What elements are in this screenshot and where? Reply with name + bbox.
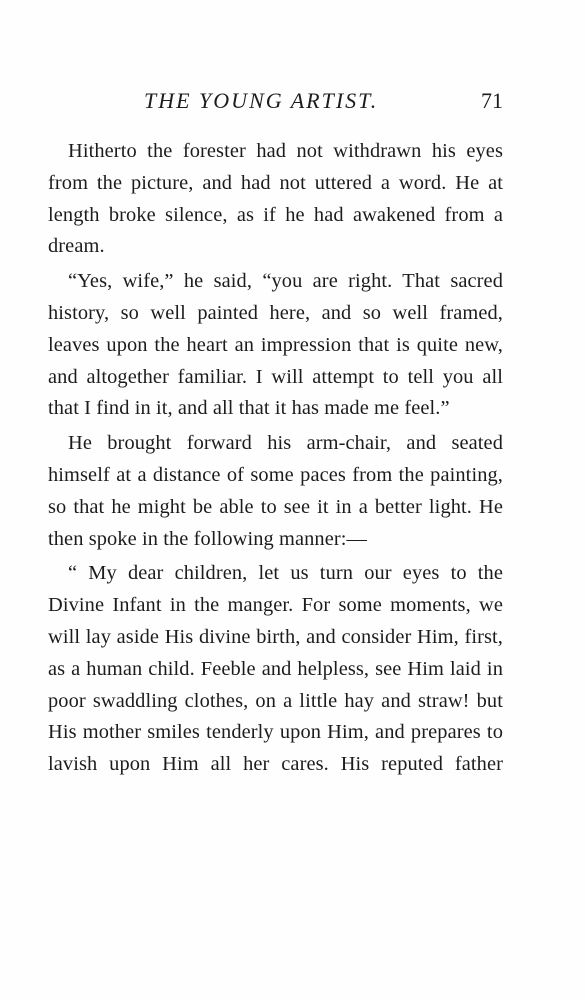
paragraph: “Yes, wife,” he said, “you are right. That sacred history, so well painted here, and so well framed, leaves upon the heart an impression that is quite new, and altogether familiar. I will attempt to tell you all that I find in it, and all that it has made me feel.”: [48, 270, 503, 420]
page-number: 71: [481, 88, 503, 113]
running-head: [48, 88, 503, 118]
paragraph: “ My dear children, let us turn our eyes to the Divine Infant in the manger. For some moments, we will lay aside His divine birth, and consider Him, first, as a human child. Feeble and helpless, see Him laid in poor swaddling clothes, on a little hay and straw! but His mother smiles tenderly upon Him, and prepares to lavish upon Him all her cares. His reputed father: [48, 562, 503, 776]
running-title: THE YOUNG ARTIST.: [144, 88, 379, 113]
paragraph: Hitherto the forester had not withdrawn his eyes from the picture, and had not uttered a word. He at length broke silence, as if he had awakened from a dream.: [48, 140, 503, 258]
body-text: [48, 136, 503, 784]
paragraph: He brought forward his arm-chair, and seated himself at a distance of some paces from the painting, so that he might be able to see it in a better light. He then spoke in the following manner:—: [48, 432, 503, 550]
